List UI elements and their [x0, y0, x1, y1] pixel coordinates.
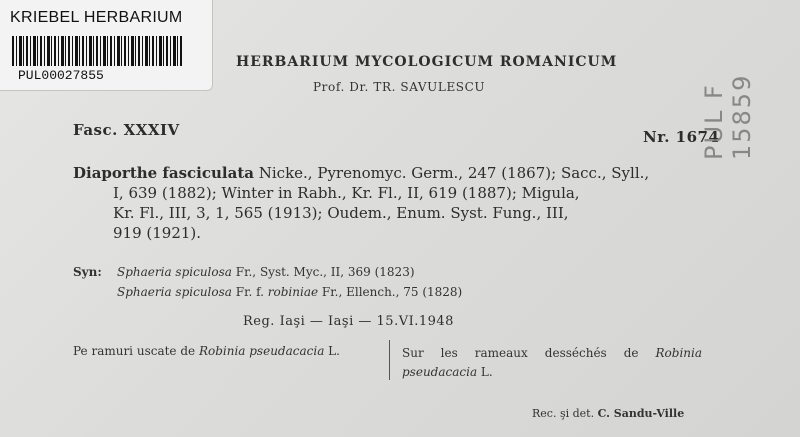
collector-prefix: Rec. şi det. — [532, 407, 598, 420]
locality-fr-host: Robinia pseudacacia — [402, 346, 702, 379]
locality-ro-host: Robinia pseudacacia — [198, 344, 325, 358]
barcode-number: PUL00027855 — [18, 68, 104, 83]
locality-ro-suffix: L. — [324, 344, 340, 358]
citation-line-1-rest: Nicke., Pyrenomyc. Germ., 247 (1867); Sacc., Syll., — [253, 164, 650, 182]
institution-heading: HERBARIUM MYCOLOGICUM ROMANICUM — [236, 54, 618, 70]
locality-fr-suffix: L. — [477, 365, 493, 379]
locality-french — [402, 344, 702, 382]
handwritten-accession-stamp: PUL F 15859 — [700, 73, 756, 160]
synonym-1-rest: Fr., Syst. Myc., II, 369 (1823) — [231, 265, 415, 279]
region-date: Reg. Iaşi — Iaşi — 15.VI.1948 — [243, 314, 454, 329]
specimen-number: Nr. 1674 — [643, 128, 720, 146]
collector-name: C. Sandu-Ville — [597, 407, 685, 420]
synonym-line-2 — [73, 282, 462, 302]
synonym-2-mid: Fr. f. — [231, 285, 268, 299]
synonym-line-1 — [73, 265, 415, 279]
collector-line — [532, 407, 684, 420]
citation-line-2: I, 639 (1882); Winter in Rabh., Kr. Fl., II, 619 (1887); Migula, — [113, 184, 580, 202]
citation-line-3: Kr. Fl., III, 3, 1, 565 (1913); Oudem., Enum. Syst. Fung., III, — [113, 204, 569, 222]
synonym-2-name: Sphaeria spiculosa — [117, 285, 232, 299]
director-line: Prof. Dr. TR. SAVULESCU — [313, 80, 486, 94]
barcode-label-title: KRIEBEL HERBARIUM — [10, 9, 183, 26]
taxon-citation — [73, 163, 719, 243]
column-divider — [389, 340, 390, 380]
synonym-2-rest: Fr., Ellench., 75 (1828) — [318, 285, 463, 299]
fascicle-number: Fasc. XXXIV — [73, 121, 180, 139]
synonym-2-form: robiniae — [267, 285, 319, 299]
citation-line-1 — [73, 163, 719, 183]
citation-line-4: 919 (1921). — [113, 224, 202, 242]
synonyms-block — [73, 262, 462, 302]
barcode-label — [0, 0, 213, 91]
locality-ro-prefix: Pe ramuri uscate de — [73, 344, 199, 358]
taxon-name: Diaporthe fasciculata — [73, 164, 254, 182]
locality-romanian — [73, 344, 378, 358]
locality-fr-prefix: Sur les rameaux desséchés de — [402, 346, 656, 360]
barcode-image — [12, 36, 182, 66]
synonyms-label: Syn: — [73, 265, 102, 279]
synonym-1-name: Sphaeria spiculosa — [117, 265, 232, 279]
